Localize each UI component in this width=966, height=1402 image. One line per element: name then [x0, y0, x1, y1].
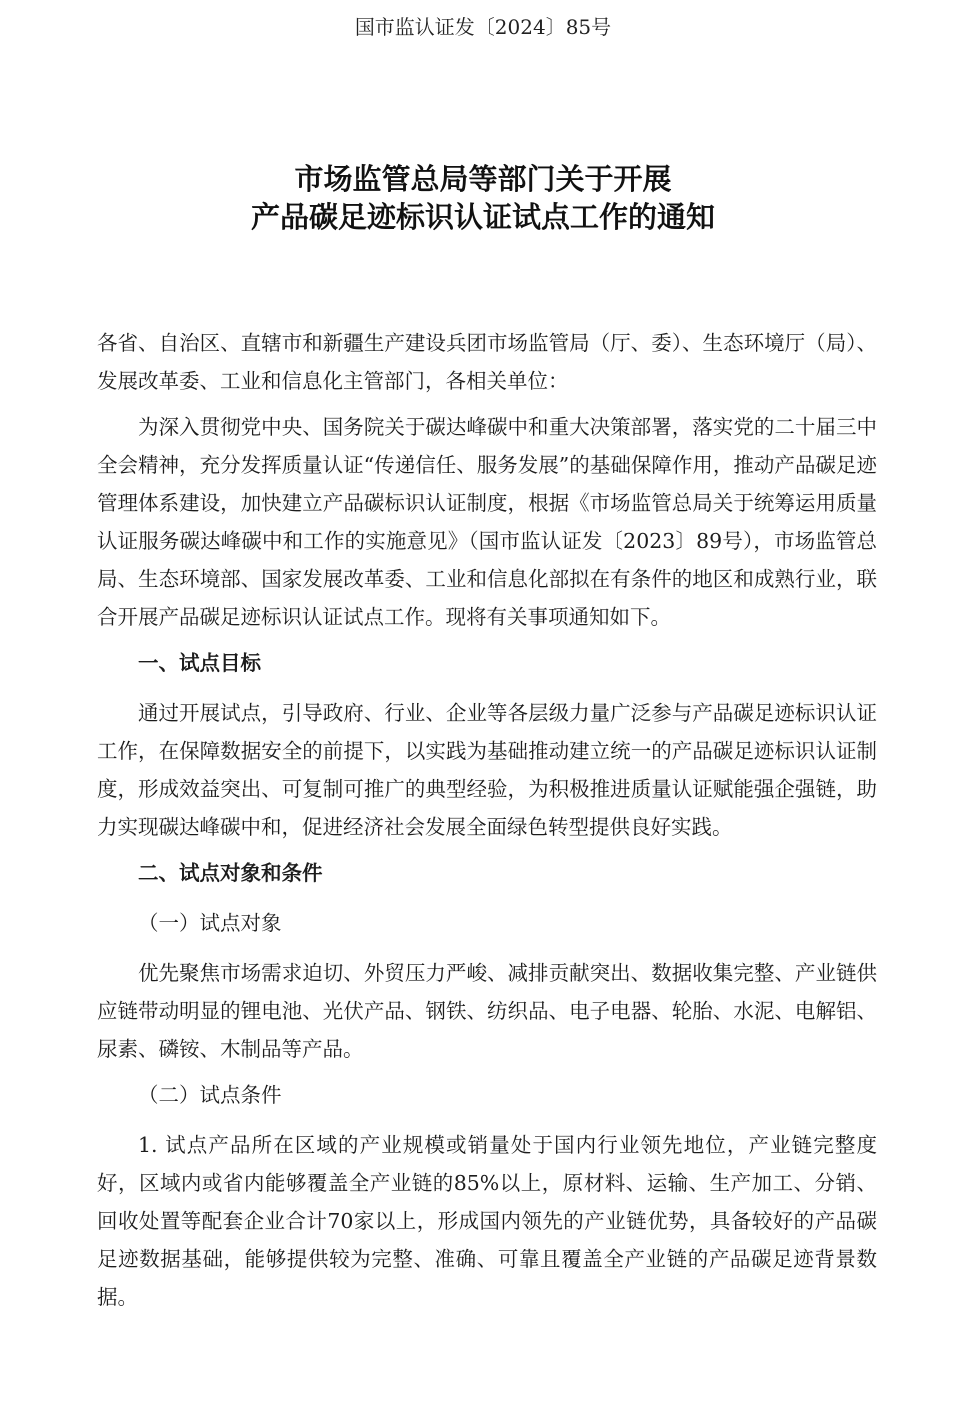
document-number: 国市监认证发〔2024〕85号 — [354, 15, 612, 39]
section-2-heading: 二、试点对象和条件 — [138, 861, 323, 885]
document-title — [0, 160, 966, 236]
section-2-2-heading: （二）试点条件 — [138, 1083, 282, 1107]
section-1-paragraph: 通过开展试点，引导政府、行业、企业等各层级力量广泛参与产品碳足迹标识认证工作，在保障数据安全的前提下，以实践为基础推动建立统一的产品碳足迹标识认证制度，形成效益突出、可复制可推广的典型经验，为积极推进质量认证赋能强企强链，助力实现碳达峰碳中和，促进经济社会发展全面绿色转型提供良好实践。 — [97, 701, 877, 839]
document-body — [97, 324, 877, 1324]
title-line-1: 市场监管总局等部门关于开展 — [294, 162, 672, 196]
section-1-heading: 一、试点目标 — [138, 651, 261, 675]
addressee-paragraph: 各省、自治区、直辖市和新疆生产建设兵团市场监管局（厅、委）、生态环境厅（局）、发展改革委、工业和信息化主管部门，各相关单位： — [97, 331, 877, 393]
section-2-2-item-1: 1. 试点产品所在区域的产业规模或销量处于国内行业领先地位，产业链完整度好，区域内或省内能够覆盖全产业链的85%以上，原材料、运输、生产加工、分销、回收处置等配套企业合计70家以上，形成国内领先的产业链优势，具备较好的产品碳足迹数据基础，能够提供较为完整、准确、可靠且覆盖全产业链的产品碳足迹背景数据。 — [97, 1133, 877, 1309]
title-line-2: 产品碳足迹标识认证试点工作的通知 — [250, 200, 715, 234]
intro-paragraph: 为深入贯彻党中央、国务院关于碳达峰碳中和重大决策部署，落实党的二十届三中全会精神，充分发挥质量认证“传递信任、服务发展”的基础保障作用，推动产品碳足迹管理体系建设，加快建立产品碳标识认证制度，根据《市场监管总局关于统筹运用质量认证服务碳达峰碳中和工作的实施意见》（国市监认证发〔2023〕89号），市场监管总局、生态环境部、国家发展改革委、工业和信息化部拟在有条件的地区和成熟行业，联合开展产品碳足迹标识认证试点工作。现将有关事项通知如下。 — [97, 415, 877, 629]
section-2-1-heading: （一）试点对象 — [138, 911, 282, 935]
section-2-1-paragraph: 优先聚焦市场需求迫切、外贸压力严峻、减排贡献突出、数据收集完整、产业链供应链带动明显的锂电池、光伏产品、钢铁、纺织品、电子电器、轮胎、水泥、电解铝、尿素、磷铵、木制品等产品。 — [97, 961, 877, 1061]
